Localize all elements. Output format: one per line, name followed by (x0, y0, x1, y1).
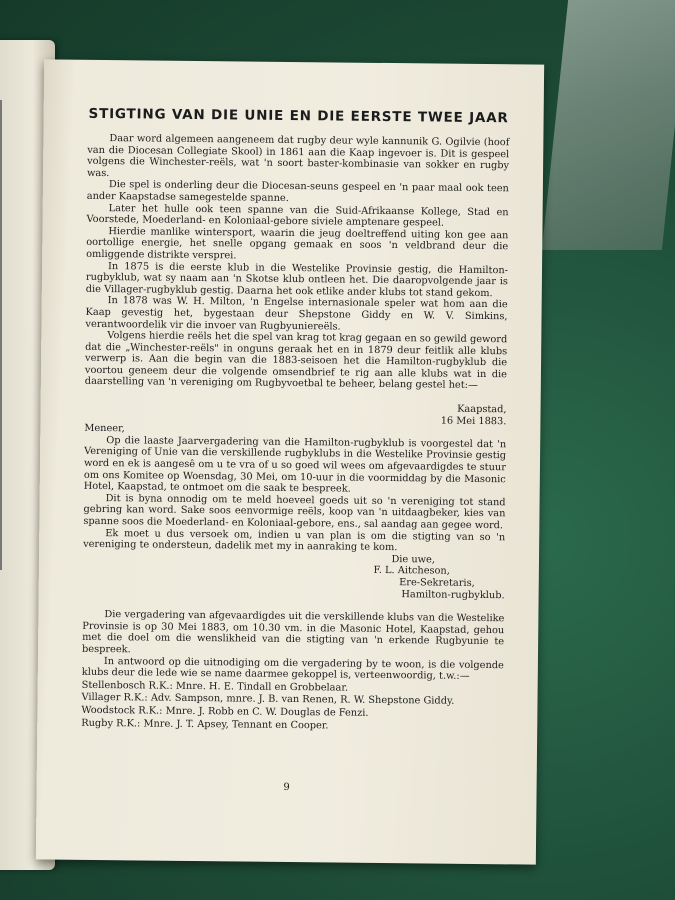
page-content (81, 106, 510, 733)
page-number: 9 (283, 781, 290, 794)
club-entry: Rugby R.K.: Mnre. J. T. Apsey, Tennant en Cooper. (81, 717, 329, 731)
letter-salutation: Meneer, (84, 423, 125, 435)
club-entry: Stellenbosch R.K.: Mnre. H. E. Tindall en Grobbelaar. (81, 679, 349, 694)
letter-paragraph: Dit is byna onnodig om te meld hoeveel goeds uit so 'n vereniging tot stand gebring kan word. Sake soos eenvormige reëls, koop van 'n uitdaagbeker, kies van spanne soos die Moederland- en Koloniaal-gebore, ens., sal aandag aan gegee word. (83, 492, 506, 532)
letter-date: 16 Mei 1883. (440, 415, 507, 427)
paragraph: Die vergadering van afgevaardigdes uit die verskillende klubs van die Westelike Provinsie is op 30 Mei 1883, om 10.30 vm. in die Masonic Hotel, Kaapstad, gehou met die doel om die wenslikheid van die stigting van 'n erkende Rugbyunie te bespreek. (81, 609, 505, 656)
letter-paragraph: Op die laaste Jaarvergadering van die Hamilton-rugbyklub is voorgestel dat 'n Vereniging of Unie van die verskillende rugbyklubs in die Westelike Provinsie gestig word en ek is aangesê om u te vra of u so goed wil wees om afgevaardigdes te stuur om ons Komitee op Woensdag, 30 Mei, om 10-uur in die voormiddag by die Masonic Hotel, Kaapstad, te ontmoet om die saak te bespreek. (83, 434, 507, 495)
left-page-rule (0, 100, 2, 570)
signature-name: F. L. Aitcheson, (373, 565, 450, 578)
paragraph: Daar word algemeen aangeneem dat rugby deur wyle kannunik G. Ogilvie (hoof van die Diocesan Collegiate Skool) in 1861 aan die Kaap ingevoer is. Dit is gespeel volgens die Winchester-reëls, wat 'n soort baster-kombinasie van sokker en rugby was. (86, 133, 510, 179)
paragraph: Later het hulle ook teen spanne van die Suid-Afrikaanse Kollege, Stad en Voorstede, Moederland- en Koloniaal-gebore siviele amptenare gespeel. (86, 202, 509, 229)
paragraph: In 1878 was W. H. Milton, 'n Engelse internasionale speler wat hom aan die Kaap gevestig het, bygestaan deur Shepstone Giddy en W. V. Simkins, verantwoordelik vir die invoer van Rugbyuniereëls. (85, 295, 508, 333)
club-entry: Villager R.K.: Adv. Sampson, mnre. J. B. van Renen, R. W. Shepstone Giddy. (81, 692, 455, 708)
signature-title: Ere-Sekretaris, (399, 577, 475, 589)
paragraph: Volgens hierdie reëls het die spel van krag tot krag gegaan en so gewild geword dat die „Winchester-reëls" in onguns geraak het en in 1879 deur feitlik alle klubs verwerp is. Aan die begin van die 1883-seisoen het die Hamilton-rugbyklub die voortou geneem deur die volgende omsendbrief te rig aan alle klubs wat in die daarstelling van 'n vereniging om Rugbyvoetbal te beheer, belang gestel het:— (84, 330, 508, 392)
club-entry: Woodstock R.K.: Mnre. J. Robb en C. W. Douglas de Fenzi. (81, 704, 369, 719)
booklet-page (36, 59, 544, 864)
page-title: STIGTING VAN DIE UNIE EN DIE EERSTE TWEE JAAR (88, 105, 509, 127)
paragraph: In antwoord op die uitnodiging om die vergadering by te woon, is die volgende klubs deur die lede wie se name daarmee gekoppel is, verteenwoordig, t.w.:— (81, 655, 504, 683)
letter-closing: Die uwe, (391, 553, 436, 566)
letter-paragraph: Ek moet u dus versoek om, indien u van plan is om die stigting van so 'n vereniging te ondersteun, dadelik met my in aanraking te kom. (83, 527, 506, 554)
paragraph: In 1875 is die eerste klub in die Westelike Provinsie gestig, die Hamilton-rugbyklub, wat sy naam aan 'n Skotse klub ontleen het. Die daaropvolgende jaar is die Villager-rugbyklub gestig. Daarna het ook etlike ander klubs tot stand gekom. (85, 260, 509, 299)
paragraph: Die spel is onderling deur die Diocesan-seuns gespeel en 'n paar maal ook teen ander Kaapstadse samegestelde spanne. (86, 179, 509, 204)
letter-place: Kaapstad, (457, 403, 507, 416)
signature-club: Hamilton-rugbyklub. (401, 588, 505, 601)
paragraph: Hierdie manlike wintersport, waarin die jeug doeltreffend uiting kon gee aan oortollige energie, het snelle opgang gemaak en soos 'n veldbrand deur die omliggende distrikte versprei. (86, 225, 509, 262)
